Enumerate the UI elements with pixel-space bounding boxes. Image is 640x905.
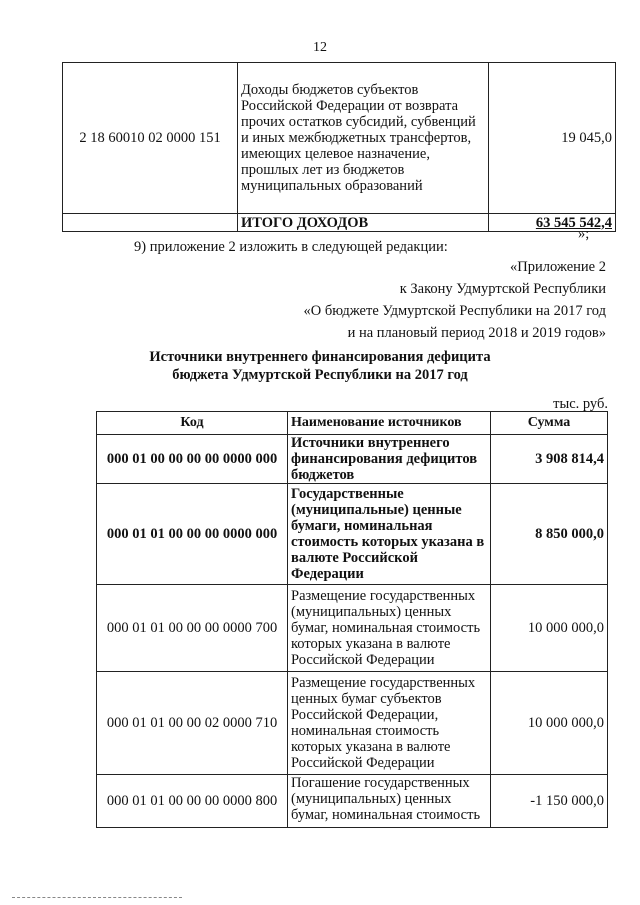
row-name: Размещение государственных (муниципальных) ценных бумаг, номинальная стоимость которых указана в валюте Российской Федерации	[288, 585, 491, 672]
row-amount: 8 850 000,0	[491, 484, 608, 585]
table-row	[63, 63, 616, 214]
appendix-line: «О бюджете Удмуртской Республики на 2017 год	[303, 303, 606, 319]
page-number: 12	[313, 40, 327, 55]
header-code: Код	[97, 412, 288, 435]
row-code: 000 01 01 00 00 00 0000 000	[97, 484, 288, 585]
row-name: Источники внутреннего финансирования дефицитов бюджетов	[288, 435, 491, 484]
appendix-line: к Закону Удмуртской Республики	[399, 281, 606, 297]
table-header-row	[97, 412, 608, 435]
table-row	[97, 585, 608, 672]
row-amount: 10 000 000,0	[491, 585, 608, 672]
appendix-line: и на плановый период 2018 и 2019 годов»	[347, 325, 606, 341]
row-amount: 19 045,0	[489, 63, 616, 214]
header-name: Наименование источников	[288, 412, 491, 435]
row-name: Размещение государственных ценных бумаг субъектов Российской Федерации, номинальная стоимость которых указана в валюте Российской Федерации	[288, 672, 491, 775]
total-code-cell	[63, 214, 238, 232]
table-row	[97, 775, 608, 828]
closing-quote: »;	[578, 226, 590, 242]
title-line: Источники внутреннего финансирования дефицита	[149, 349, 491, 365]
revenue-table-continuation	[62, 62, 616, 232]
amendment-instruction: 9) приложение 2 изложить в следующей редакции:	[134, 239, 448, 255]
title-line: бюджета Удмуртской Республики на 2017 год	[172, 367, 468, 383]
row-code: 000 01 01 00 00 00 0000 800	[97, 775, 288, 828]
sources-table	[96, 411, 608, 828]
row-code: 000 01 00 00 00 00 0000 000	[97, 435, 288, 484]
row-amount: -1 150 000,0	[491, 775, 608, 828]
table-row	[97, 484, 608, 585]
scan-artifact	[12, 897, 182, 898]
document-title	[0, 348, 640, 384]
appendix-line: «Приложение 2	[510, 259, 606, 275]
row-code: 000 01 01 00 00 02 0000 710	[97, 672, 288, 775]
table-row	[97, 435, 608, 484]
total-row	[63, 214, 616, 232]
table-row	[97, 672, 608, 775]
row-amount: 3 908 814,4	[491, 435, 608, 484]
units-label: тыс. руб.	[553, 396, 608, 412]
row-name: Доходы бюджетов субъектов Российской Федерации от возврата прочих остатков субсидий, субвенций и иных межбюджетных трансфертов, имеющих целевое назначение, прошлых лет из бюджетов муниципальных образований	[238, 63, 489, 214]
total-amount: 63 545 542,4	[489, 214, 616, 232]
header-amount: Сумма	[491, 412, 608, 435]
row-code: 000 01 01 00 00 00 0000 700	[97, 585, 288, 672]
appendix-header	[304, 256, 606, 344]
row-code: 2 18 60010 02 0000 151	[63, 63, 238, 214]
row-name: Погашение государственных (муниципальных) ценных бумаг, номинальная стоимость	[288, 775, 491, 828]
total-label: ИТОГО ДОХОДОВ	[238, 214, 489, 232]
row-amount: 10 000 000,0	[491, 672, 608, 775]
row-name: Государственные (муниципальные) ценные бумаги, номинальная стоимость которых указана в валюте Российской Федерации	[288, 484, 491, 585]
